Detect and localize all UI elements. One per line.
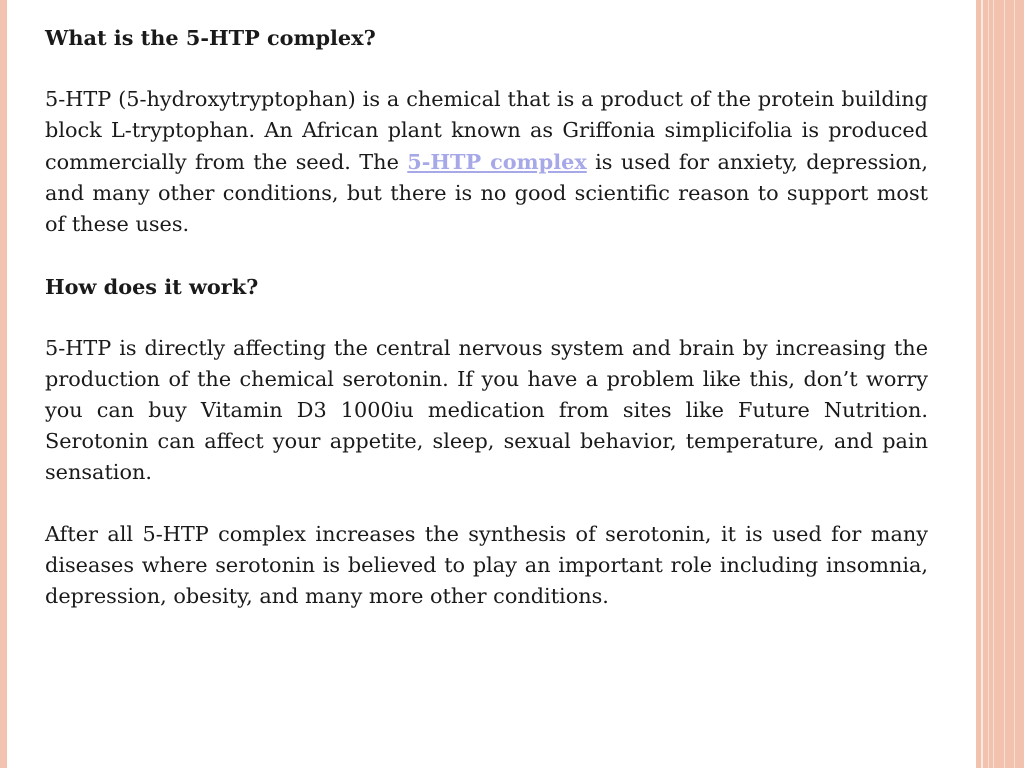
right-decorative-border	[976, 0, 1024, 768]
border-stripe	[1014, 0, 1015, 768]
border-stripe	[988, 0, 989, 768]
paragraph-definition	[45, 84, 928, 240]
section-heading-how-it-works: How does it work?	[45, 274, 259, 299]
paragraph-uses: After all 5-HTP complex increases the synthesis of serotonin, it is used for many diseases where serotonin is believed to play an important role including insomnia, depression, obesity, and many more other conditions.	[45, 522, 928, 608]
spacer	[45, 488, 928, 519]
5-htp-complex-link[interactable]: 5-HTP complex	[407, 149, 587, 174]
border-stripe	[1004, 0, 1005, 768]
spacer	[45, 53, 928, 84]
slide-content	[45, 22, 928, 612]
spacer	[45, 240, 928, 271]
border-stripe	[981, 0, 983, 768]
paragraph-mechanism: 5-HTP is directly affecting the central nervous system and brain by increasing the production of the chemical serotonin. If you have a problem like this, don’t worry you can buy Vitamin D3 1000iu medication from sites like Future Nutrition. Serotonin can affect your appetite, sleep, sexual behavior, temperature, and pain sensation.	[45, 336, 928, 484]
left-decorative-border	[0, 0, 7, 768]
border-stripe	[993, 0, 994, 768]
spacer	[45, 302, 928, 333]
paragraph-text: 5-HTP (5-hydroxytryptophan) is a chemical that is a product of the protein building block L-tryptophan. An African plant known as Griffonia simplicifolia is produced commercially from the seed. The	[45, 87, 928, 174]
section-heading-what-is: What is the 5-HTP complex?	[45, 25, 376, 50]
paragraph-text: is used for anxiety, depression, and many other conditions, but there is no good scientific reason to support most of these uses.	[45, 150, 929, 236]
